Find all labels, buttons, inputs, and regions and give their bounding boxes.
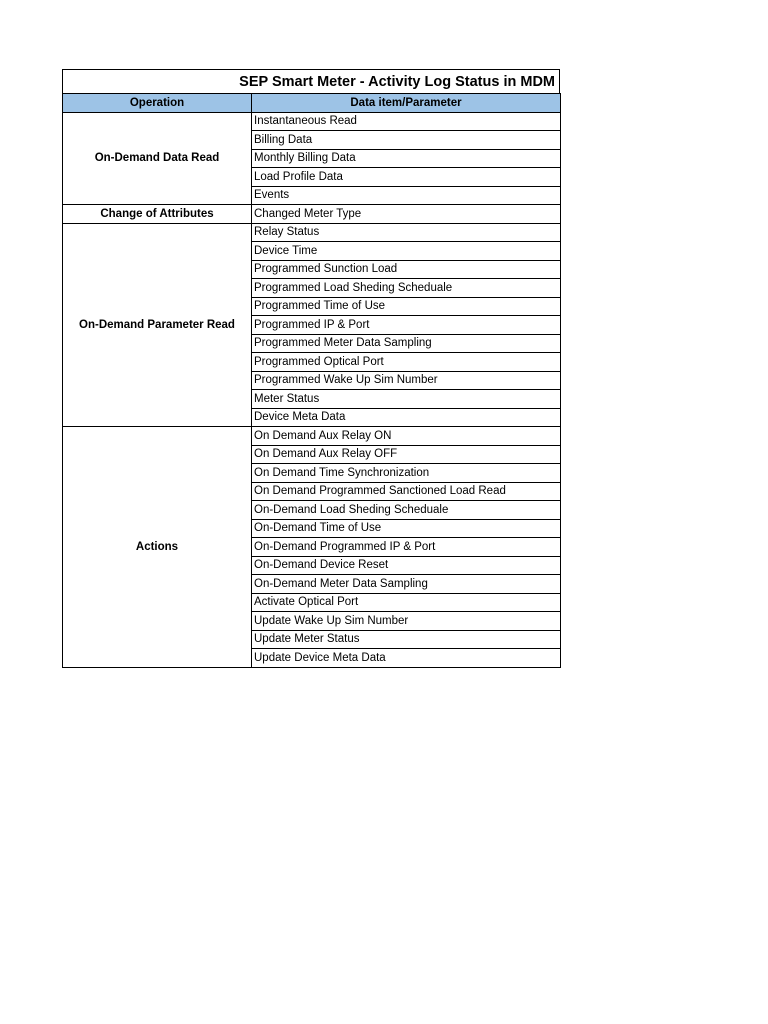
- activity-table: [62, 93, 561, 668]
- parameter-cell: Update Device Meta Data: [252, 649, 561, 668]
- parameter-cell: Programmed Time of Use: [252, 297, 561, 316]
- parameter-cell: On-Demand Device Reset: [252, 556, 561, 575]
- parameter-cell: Update Wake Up Sim Number: [252, 612, 561, 631]
- activity-log-sheet: [62, 69, 560, 668]
- parameter-cell: Programmed Meter Data Sampling: [252, 334, 561, 353]
- operation-cell: Actions: [63, 427, 252, 668]
- parameter-cell: Events: [252, 186, 561, 205]
- parameter-cell: Programmed IP & Port: [252, 316, 561, 335]
- parameter-cell: Load Profile Data: [252, 168, 561, 187]
- parameter-cell: On-Demand Time of Use: [252, 519, 561, 538]
- operation-cell: On-Demand Data Read: [63, 112, 252, 205]
- parameter-cell: On-Demand Programmed IP & Port: [252, 538, 561, 557]
- table-row: [63, 223, 561, 242]
- parameter-cell: Monthly Billing Data: [252, 149, 561, 168]
- parameter-cell: On Demand Programmed Sanctioned Load Read: [252, 482, 561, 501]
- parameter-cell: Changed Meter Type: [252, 205, 561, 224]
- parameter-column-header: Data item/Parameter: [252, 94, 561, 113]
- parameter-cell: On Demand Aux Relay ON: [252, 427, 561, 446]
- parameter-cell: On Demand Time Synchronization: [252, 464, 561, 483]
- parameter-cell: Programmed Sunction Load: [252, 260, 561, 279]
- table-row: [63, 427, 561, 446]
- parameter-cell: Billing Data: [252, 131, 561, 150]
- sheet-title: SEP Smart Meter - Activity Log Status in MDM: [62, 69, 560, 93]
- operation-cell: Change of Attributes: [63, 205, 252, 224]
- table-body: [63, 112, 561, 667]
- table-row: [63, 205, 561, 224]
- parameter-cell: Device Meta Data: [252, 408, 561, 427]
- table-row: [63, 112, 561, 131]
- parameter-cell: Activate Optical Port: [252, 593, 561, 612]
- parameter-cell: Programmed Wake Up Sim Number: [252, 371, 561, 390]
- parameter-cell: Device Time: [252, 242, 561, 261]
- parameter-cell: Programmed Optical Port: [252, 353, 561, 372]
- parameter-cell: Instantaneous Read: [252, 112, 561, 131]
- parameter-cell: Programmed Load Sheding Scheduale: [252, 279, 561, 298]
- parameter-cell: Update Meter Status: [252, 630, 561, 649]
- operation-cell: On-Demand Parameter Read: [63, 223, 252, 427]
- operation-column-header: Operation: [63, 94, 252, 113]
- parameter-cell: On Demand Aux Relay OFF: [252, 445, 561, 464]
- parameter-cell: Meter Status: [252, 390, 561, 409]
- header-row: [63, 94, 561, 113]
- parameter-cell: On-Demand Load Sheding Scheduale: [252, 501, 561, 520]
- parameter-cell: On-Demand Meter Data Sampling: [252, 575, 561, 594]
- parameter-cell: Relay Status: [252, 223, 561, 242]
